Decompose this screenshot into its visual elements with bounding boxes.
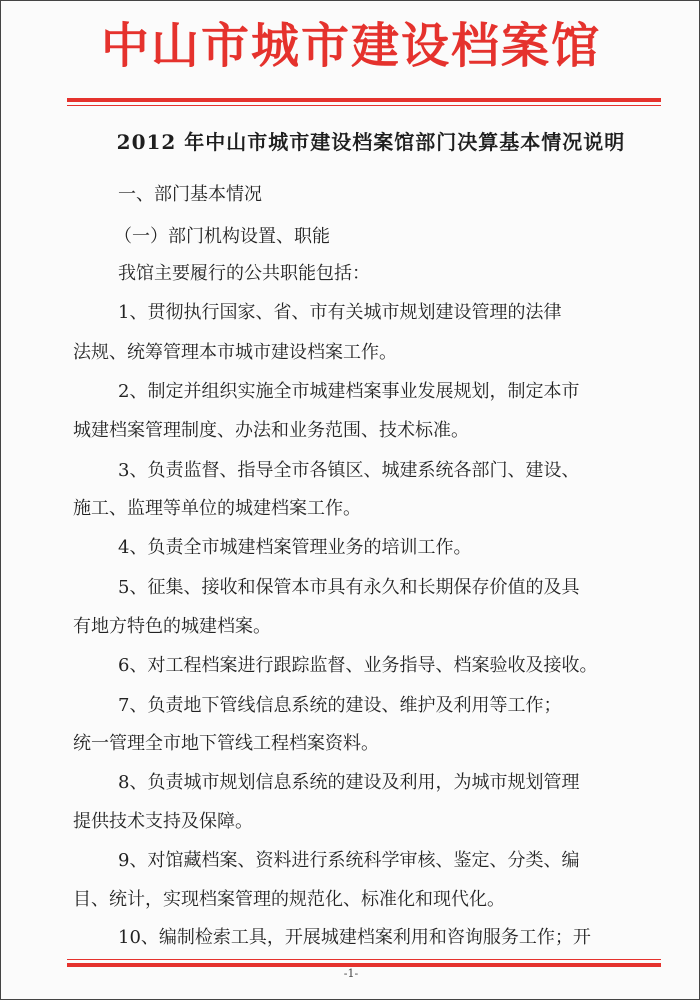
paragraph-line: 1、贯彻执行国家、省、市有关城市规划建设管理的法律: [118, 302, 562, 323]
section-heading: 一、部门基本情况: [118, 184, 262, 205]
paragraph-line: 有地方特色的城建档案。: [73, 616, 271, 637]
paragraph-line: 5、征集、接收和保管本市具有永久和长期保存价值的及具: [118, 577, 580, 598]
letterhead-title: 中山市城市建设档案馆: [100, 18, 601, 74]
document-title: 2012 年中山市城市建设档案馆部门决算基本情况说明: [116, 130, 626, 154]
paragraph-line: 9、对馆藏档案、资料进行系统科学审核、鉴定、分类、编: [118, 850, 580, 871]
footer-rule-thin: [67, 959, 661, 960]
paragraph-line: 2、制定并组织实施全市城建档案事业发展规划，制定本市: [118, 381, 580, 402]
paragraph-line: 我馆主要履行的公共职能包括：: [118, 263, 370, 284]
paragraph-line: 法规、统筹管理本市城市建设档案工作。: [73, 342, 397, 363]
subsection-heading: （一）部门机构设置、职能: [114, 226, 330, 247]
paragraph-line: 7、负责地下管线信息系统的建设、维护及利用等工作；: [118, 695, 562, 716]
letterhead-rule-thin: [67, 105, 661, 106]
paragraph-line: 施工、监理等单位的城建档案工作。: [73, 498, 361, 519]
page-number: -1-: [343, 967, 359, 980]
letterhead-rule-thick: [67, 98, 661, 102]
paragraph-line: 提供技术支持及保障。: [73, 811, 253, 832]
paragraph-line: 目、统计，实现档案管理的规范化、标准化和现代化。: [73, 889, 505, 910]
paragraph-line: 3、负责监督、指导全市各镇区、城建系统各部门、建设、: [118, 460, 580, 481]
paragraph-line: 6、对工程档案进行跟踪监督、业务指导、档案验收及接收。: [118, 655, 598, 676]
paragraph-line: 8、负责城市规划信息系统的建设及利用，为城市规划管理: [118, 772, 580, 793]
paragraph-line: 统一管理全市地下管线工程档案资料。: [73, 733, 379, 754]
paragraph-line: 城建档案管理制度、办法和业务范围、技术标准。: [73, 420, 469, 441]
paragraph-line: 10、编制检索工具，开展城建档案利用和咨询服务工作；开: [118, 927, 591, 948]
paragraph-line: 4、负责全市城建档案管理业务的培训工作。: [118, 537, 472, 558]
